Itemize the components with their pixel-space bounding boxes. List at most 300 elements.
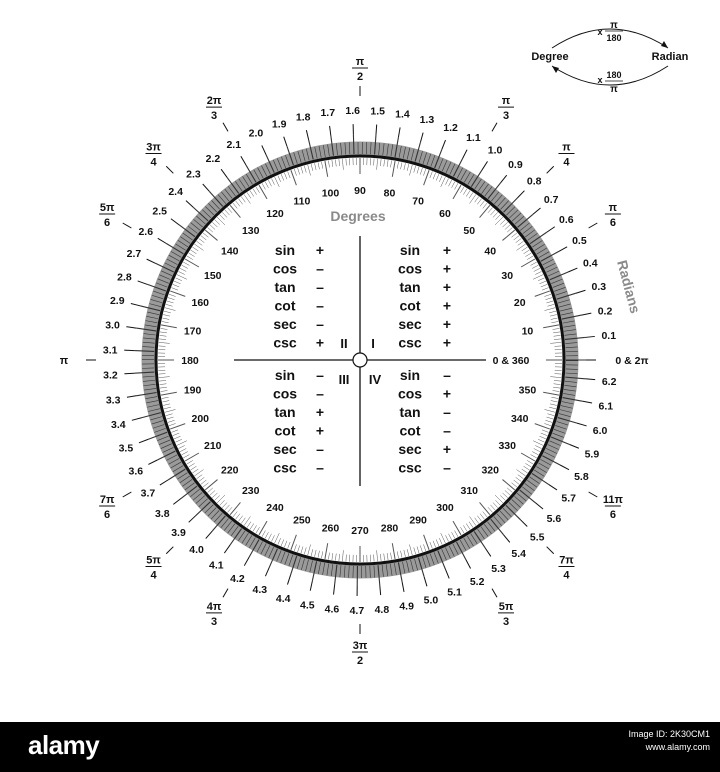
radian-label: 1.6 xyxy=(345,105,361,118)
degree-tick xyxy=(281,539,284,545)
degree-tick xyxy=(203,233,208,237)
radian-label: 1.4 xyxy=(395,108,410,121)
radian-label: 2.1 xyxy=(226,139,242,152)
degree-tick xyxy=(167,301,174,303)
pi-leader xyxy=(492,589,497,598)
degree-tick xyxy=(233,203,237,208)
radian-leader xyxy=(334,585,335,595)
degree-tick xyxy=(177,441,187,446)
trig-sign: + xyxy=(442,316,452,332)
radian-leader xyxy=(535,503,543,509)
degree-tick xyxy=(550,315,557,317)
degree-tick xyxy=(294,544,296,551)
degree-label: 180 xyxy=(181,355,199,367)
radian-label: 3.4 xyxy=(110,418,126,431)
pi-numerator: 5π xyxy=(498,600,514,613)
degree-tick xyxy=(160,332,167,333)
degree-label: 350 xyxy=(518,384,537,397)
radian-leader xyxy=(284,137,287,146)
degree-tick xyxy=(463,525,467,531)
radian-leader xyxy=(160,480,168,485)
pi-denominator: 6 xyxy=(104,509,111,521)
degree-tick xyxy=(180,449,186,452)
degree-tick xyxy=(500,220,505,225)
radian-label: 4.8 xyxy=(374,604,390,617)
degree-tick xyxy=(436,539,439,545)
radian-label: 3.3 xyxy=(105,394,121,407)
radian-label: 3.9 xyxy=(171,526,186,539)
radian-leader xyxy=(241,156,246,165)
trig-function-label: sec xyxy=(398,316,422,332)
trig-function-label: cot xyxy=(274,422,296,439)
radian-label: 1.9 xyxy=(271,118,287,131)
to-radian-denominator: 180 xyxy=(606,33,622,43)
degree-tick xyxy=(544,294,551,296)
degrees-title: Degrees xyxy=(330,208,386,224)
degree-tick xyxy=(175,278,181,281)
radian-leader xyxy=(398,127,400,137)
trig-function-label: tan xyxy=(399,404,421,420)
degree-tick xyxy=(460,527,464,533)
degree-tick xyxy=(298,545,300,552)
degree-tick xyxy=(225,505,230,510)
pi-fraction-label xyxy=(603,494,624,521)
radian-label: 0.5 xyxy=(572,235,587,248)
trig-sign: + xyxy=(315,334,325,351)
pi-numerator: 4π xyxy=(206,600,222,613)
conversion-arrowhead-top xyxy=(661,41,668,48)
radian-leader xyxy=(244,557,249,566)
degree-tick xyxy=(281,174,284,180)
trig-sign: – xyxy=(316,459,324,476)
degree-tick xyxy=(311,164,313,171)
degree-tick xyxy=(315,163,317,170)
trig-sign: – xyxy=(316,367,324,383)
degree-tick xyxy=(268,534,271,540)
pi-fraction-label xyxy=(352,640,368,667)
degree-tick xyxy=(551,401,558,402)
radian-leader xyxy=(139,439,148,443)
degree-tick xyxy=(180,268,186,271)
pi-fraction-label xyxy=(498,601,514,628)
degree-tick xyxy=(162,401,169,402)
radian-leader xyxy=(262,145,266,154)
radian-leader xyxy=(463,150,468,159)
radian-leader xyxy=(402,582,404,592)
degree-tick xyxy=(220,215,225,220)
degree-tick xyxy=(288,171,291,178)
to-degree-denominator: π xyxy=(610,84,618,95)
degree-tick xyxy=(527,256,533,260)
radian-leader xyxy=(585,379,595,380)
pi-leader xyxy=(589,223,598,228)
radian-label: 5.9 xyxy=(584,448,600,461)
degree-tick xyxy=(163,315,170,317)
degree-label: 300 xyxy=(436,502,454,515)
degree-label: 210 xyxy=(204,440,222,452)
degree-tick xyxy=(500,495,505,500)
trig-function-label: csc xyxy=(273,459,297,476)
trig-function-label: tan xyxy=(274,279,296,295)
pi-numerator: 11π xyxy=(602,494,623,506)
degree-tick xyxy=(545,298,552,300)
radian-label: 1.1 xyxy=(466,132,481,145)
degree-tick xyxy=(339,159,340,166)
degree-tick xyxy=(420,168,422,175)
degree-tick xyxy=(420,545,422,552)
degree-tick xyxy=(404,550,406,557)
radian-leader xyxy=(558,247,567,252)
degree-tick xyxy=(165,409,176,412)
degree-tick xyxy=(259,521,267,535)
degree-tick xyxy=(161,325,177,328)
degree-tick xyxy=(404,163,406,170)
conversion-radian-label: Radian xyxy=(651,51,689,63)
trig-function-label: cos xyxy=(397,385,423,402)
radian-label: 0.4 xyxy=(582,257,598,270)
watermark-logo: alamy xyxy=(28,730,100,760)
trig-sign: + xyxy=(442,385,452,402)
radian-label: 4.6 xyxy=(324,603,340,616)
degree-tick xyxy=(169,423,176,425)
radian-label: 0 & 2π xyxy=(615,355,649,367)
degree-tick xyxy=(483,203,487,208)
radian-leader xyxy=(577,423,587,426)
trig-function-label: sin xyxy=(274,367,296,383)
degree-tick xyxy=(159,342,170,343)
degree-tick xyxy=(512,233,517,237)
degree-tick xyxy=(159,380,166,381)
degree-tick xyxy=(533,441,543,446)
degree-tick xyxy=(505,490,510,495)
image-id-label: Image ID: 2K30CM1 xyxy=(628,729,710,739)
degree-tick xyxy=(452,532,455,538)
degree-label: 20 xyxy=(513,296,526,309)
degree-tick xyxy=(554,335,561,336)
degree-tick xyxy=(304,547,306,554)
trig-sign: + xyxy=(315,404,325,420)
quadrant-numeral-IV: IV xyxy=(368,372,382,387)
radian-label: 1.5 xyxy=(370,105,385,118)
degree-tick xyxy=(183,262,189,265)
degree-tick xyxy=(205,230,217,240)
degree-tick xyxy=(445,535,448,541)
radian-leader xyxy=(173,498,181,504)
quadrant-numeral-I: I xyxy=(371,336,375,351)
degree-tick xyxy=(227,208,232,213)
conversion-diagram xyxy=(531,20,688,95)
degree-tick xyxy=(187,460,193,464)
degree-tick xyxy=(534,449,540,452)
degree-tick xyxy=(215,495,220,500)
radian-label: 0.7 xyxy=(543,193,559,206)
trig-sign: – xyxy=(316,385,324,402)
degree-tick xyxy=(387,553,388,560)
degree-tick xyxy=(247,522,251,528)
degree-tick xyxy=(522,247,528,251)
quadrant-numeral-II: II xyxy=(340,336,348,351)
degree-tick xyxy=(430,542,433,549)
degree-tick xyxy=(162,318,169,319)
degree-tick xyxy=(325,543,328,559)
degree-tick xyxy=(191,466,197,470)
degree-tick xyxy=(549,407,556,409)
degree-tick xyxy=(407,549,409,556)
degree-tick xyxy=(199,238,205,242)
degree-tick xyxy=(433,173,436,179)
degree-tick xyxy=(210,490,215,495)
degree-tick xyxy=(475,518,479,524)
degree-tick xyxy=(495,500,500,505)
degree-tick xyxy=(488,208,493,213)
degree-tick xyxy=(304,166,306,173)
degree-tick xyxy=(318,162,319,169)
trig-function-label: sin xyxy=(274,242,296,258)
degree-tick xyxy=(532,452,538,455)
trig-function-label: cos xyxy=(272,385,298,402)
degree-tick xyxy=(538,278,544,281)
origin-marker xyxy=(353,353,367,367)
degree-tick xyxy=(445,178,448,184)
degree-tick xyxy=(168,298,175,300)
degree-tick xyxy=(275,177,280,187)
pi-denominator: 3 xyxy=(210,110,218,123)
degree-tick xyxy=(493,503,498,508)
degree-tick xyxy=(384,160,385,167)
degree-tick xyxy=(332,160,333,167)
radian-label: 3.8 xyxy=(154,507,170,520)
degree-label: 320 xyxy=(481,464,499,477)
degree-tick xyxy=(205,480,217,490)
radian-leader xyxy=(380,585,381,595)
degree-tick xyxy=(159,339,166,340)
degree-tick xyxy=(208,227,213,232)
pi-leader xyxy=(547,166,554,173)
degree-tick xyxy=(543,325,559,328)
degree-tick xyxy=(225,210,230,215)
radian-label: 0.8 xyxy=(526,175,542,188)
pi-numerator: π xyxy=(608,202,618,214)
degree-tick xyxy=(551,397,558,398)
degree-tick xyxy=(495,217,503,225)
degree-tick xyxy=(490,210,495,215)
radian-leader xyxy=(171,219,179,225)
degree-tick xyxy=(185,453,199,461)
pi-fraction-label xyxy=(206,95,222,122)
degree-tick xyxy=(278,538,281,544)
degree-label: 310 xyxy=(460,485,479,498)
pi-numerator: 2π xyxy=(206,95,222,108)
degree-tick xyxy=(178,271,184,274)
degree-label: 10 xyxy=(521,325,534,338)
pi-denominator: 3 xyxy=(210,615,218,628)
degree-tick xyxy=(199,477,205,481)
radian-label: 2.2 xyxy=(205,152,221,165)
degree-tick xyxy=(502,480,514,490)
radian-label: 6.1 xyxy=(598,400,614,413)
radian-label: 1.0 xyxy=(487,144,503,157)
pi-leader xyxy=(492,123,497,132)
radian-label: 0.3 xyxy=(591,281,607,294)
degree-tick xyxy=(495,215,500,220)
degree-tick xyxy=(160,391,167,392)
degree-tick xyxy=(469,193,473,199)
radian-label: 1.7 xyxy=(320,107,336,120)
degree-tick xyxy=(480,514,484,520)
degree-label: 120 xyxy=(266,207,284,220)
degree-tick xyxy=(525,463,531,467)
degree-tick xyxy=(460,187,464,193)
degree-tick xyxy=(397,162,398,169)
degree-tick xyxy=(401,162,402,169)
radian-leader xyxy=(127,396,137,398)
degree-tick xyxy=(294,169,296,176)
degree-tick xyxy=(173,433,179,436)
degree-tick xyxy=(455,531,458,537)
trig-function-label: csc xyxy=(398,459,422,476)
radian-leader xyxy=(549,484,557,490)
quadrant-numeral-III: III xyxy=(338,372,350,387)
degree-tick xyxy=(262,531,265,537)
degree-tick xyxy=(189,253,195,257)
radian-label: 5.0 xyxy=(423,594,439,607)
degree-tick xyxy=(301,167,303,174)
degree-tick xyxy=(197,475,203,479)
radian-leader xyxy=(186,201,193,208)
degree-label: 100 xyxy=(321,187,340,200)
radian-leader xyxy=(124,373,134,374)
radian-label: 3.0 xyxy=(105,319,120,332)
degree-tick xyxy=(342,159,343,170)
trig-sign: – xyxy=(443,367,451,383)
degree-tick xyxy=(377,159,378,170)
radian-label: 5.2 xyxy=(469,575,485,588)
degree-tick xyxy=(441,533,446,543)
trig-sign: + xyxy=(315,422,325,439)
degree-tick xyxy=(183,455,189,458)
degree-label: 280 xyxy=(380,522,399,535)
radian-label: 5.8 xyxy=(574,471,589,484)
pi-leader xyxy=(166,547,173,554)
degree-tick xyxy=(397,551,398,558)
pi-leader xyxy=(589,492,598,497)
degree-tick xyxy=(554,339,561,340)
degree-tick xyxy=(171,288,178,291)
radian-leader xyxy=(585,336,595,337)
radian-label: 4.5 xyxy=(299,599,315,612)
degree-tick xyxy=(185,259,199,267)
site-url: www.alamy.com xyxy=(645,742,710,752)
degree-label: 260 xyxy=(321,522,340,535)
degree-label: 230 xyxy=(241,485,260,498)
degree-tick xyxy=(507,227,512,232)
degree-tick xyxy=(212,222,217,227)
degree-tick xyxy=(524,250,530,254)
pi-fraction-label xyxy=(206,601,222,628)
pi-numerator: 7π xyxy=(99,494,115,506)
degree-tick xyxy=(391,160,392,167)
degree-tick xyxy=(197,241,203,245)
pi-denominator: 4 xyxy=(150,569,157,582)
degree-label: 290 xyxy=(409,514,427,527)
degree-tick xyxy=(230,502,240,514)
degree-tick xyxy=(168,420,175,422)
degree-tick xyxy=(187,256,193,260)
degree-tick xyxy=(265,532,268,538)
trig-function-label: cot xyxy=(274,297,296,314)
degree-tick xyxy=(328,553,329,560)
trig-function-label: cot xyxy=(399,422,421,439)
radian-leader xyxy=(310,581,312,591)
degree-tick xyxy=(436,174,439,180)
degree-tick xyxy=(339,554,340,561)
degree-label: 110 xyxy=(293,195,311,208)
degree-tick xyxy=(414,166,416,173)
degree-tick xyxy=(466,191,470,197)
degree-tick xyxy=(539,436,545,439)
degree-tick xyxy=(527,460,533,464)
degree-label: 220 xyxy=(221,464,239,477)
radian-label: 6.0 xyxy=(592,424,608,437)
degree-tick xyxy=(550,404,557,406)
degree-tick xyxy=(271,178,274,184)
trig-sign: – xyxy=(443,459,451,476)
degree-tick xyxy=(544,308,555,311)
radian-leader xyxy=(189,515,196,522)
radian-label: 3.2 xyxy=(103,369,118,382)
radian-label: 5.7 xyxy=(561,492,576,505)
degree-tick xyxy=(525,253,531,257)
radian-leader xyxy=(158,238,167,243)
degree-tick xyxy=(215,220,220,225)
radian-label: 4.4 xyxy=(275,592,291,605)
radian-label: 4.3 xyxy=(252,584,268,597)
degree-tick xyxy=(518,241,524,245)
radian-label: 4.2 xyxy=(230,572,245,585)
degree-tick xyxy=(164,407,171,409)
degree-tick xyxy=(227,507,232,512)
to-degree-numerator: 180 xyxy=(606,70,622,80)
degree-tick xyxy=(182,452,188,455)
radian-leader xyxy=(582,401,592,403)
trig-function-label: cot xyxy=(399,297,421,314)
radian-leader xyxy=(560,465,569,470)
to-degree-x: x xyxy=(597,75,603,85)
degree-tick xyxy=(165,308,176,311)
degree-label: 30 xyxy=(501,270,514,282)
degree-tick xyxy=(409,165,412,176)
pi-leader xyxy=(166,166,173,173)
degree-tick xyxy=(169,294,176,296)
degree-tick xyxy=(162,397,169,398)
radian-label: 0.6 xyxy=(559,213,574,226)
trig-sign: – xyxy=(443,404,451,420)
degree-tick xyxy=(253,525,257,531)
trig-sign: – xyxy=(316,316,324,332)
degree-tick xyxy=(256,527,260,533)
degree-tick xyxy=(259,185,267,199)
degree-tick xyxy=(550,377,561,378)
radian-label: 3.1 xyxy=(102,344,118,357)
degree-tick xyxy=(544,423,551,425)
radian-leader xyxy=(306,130,308,140)
degree-tick xyxy=(174,436,180,439)
trig-sign: – xyxy=(316,441,324,457)
degree-tick xyxy=(173,284,179,287)
degree-tick xyxy=(545,420,552,422)
degree-label: 170 xyxy=(183,325,202,338)
radian-label: 4.7 xyxy=(349,604,365,617)
